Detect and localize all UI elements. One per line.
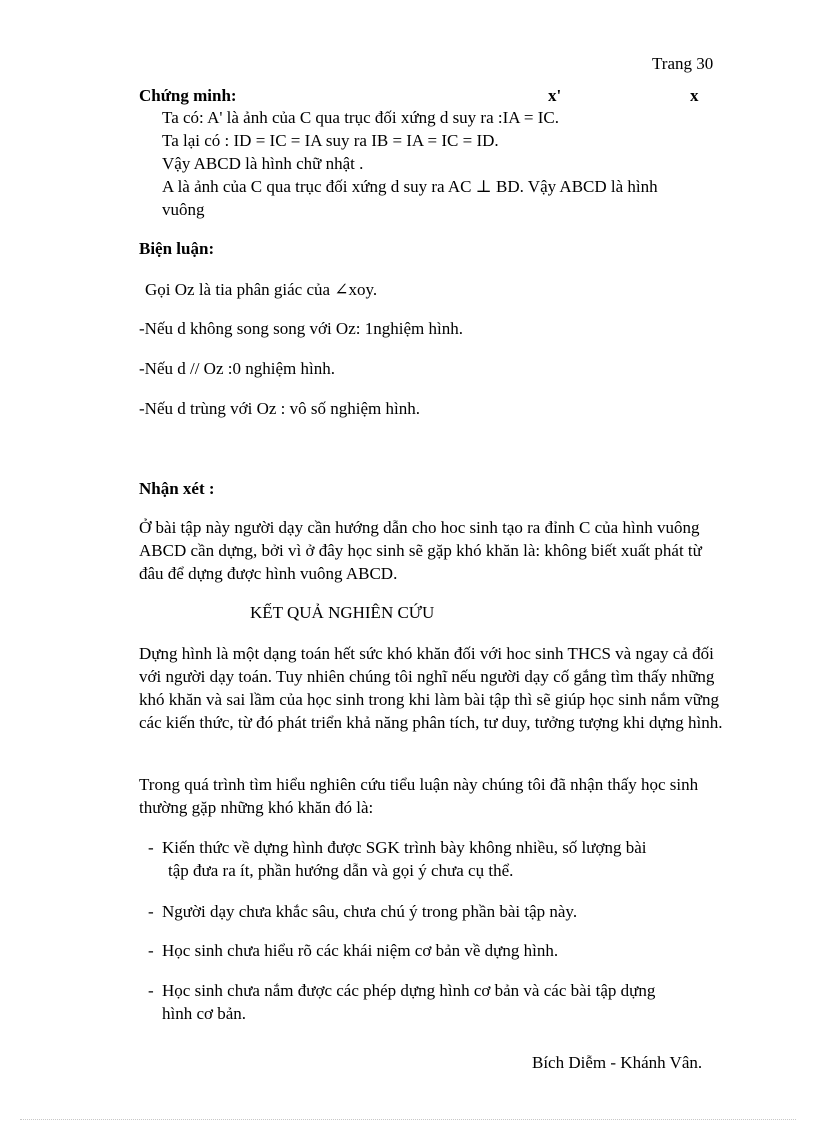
proof-line: A là ảnh của C qua trục đối xứng d suy ra AC ⊥ BD. Vậy ABCD là hình [162,177,658,196]
list-item-line: hình cơ bản. [162,1004,247,1023]
proof-heading: Chứng minh: [139,86,237,105]
remark-heading: Nhận xét : [139,479,215,498]
proof-line: vuông [162,200,205,219]
page-bottom-rule [20,1119,796,1120]
bullet-dash: - [148,838,154,857]
discussion-line: -Nếu d trùng với Oz : vô số nghiệm hình. [139,399,420,418]
results-paragraph-1: Dựng hình là một dạng toán hết sức khó khăn đối với hoc sinh THCS và ngay cả đối với người dạy toán. Tuy nhiên chúng tôi nghĩ nếu người dạy cố gắng tìm thấy những khó khăn và sai lầm của học sinh trong khi làm bài tập thì sẽ giúp học sinh nắm vững các kiến thức, từ đó phát triển khả năng phân tích, tư duy, tưởng tượng khi dựng hình. [139,644,723,732]
authors: Bích Diễm - Khánh Vân. [532,1053,703,1072]
discussion-heading: Biện luận: [139,239,215,258]
list-item-line: Học sinh chưa hiểu rõ các khái niệm cơ bản về dựng hình. [162,941,559,960]
bullet-dash: - [148,941,154,960]
list-item [148,900,718,923]
discussion-line: Gọi Oz là tia phân giác của ∠xoy. [145,280,378,299]
bullet-dash: - [148,902,154,921]
remark-text: Ở bài tập này người dạy cần hướng dẫn cho hoc sinh tạo ra đỉnh C của hình vuông ABCD cần dựng, bởi vì ở đây học sinh sẽ gặp khó khăn là: không biết xuất phát từ đâu để dựng được hình vuông ABCD. [139,518,702,583]
list-item [148,836,718,882]
list-item-line: Học sinh chưa nắm được các phép dựng hình cơ bản và các bài tập dựng [162,981,656,1000]
figure-label-xprime: x' [548,86,562,105]
page-number: Trang 30 [652,54,714,73]
proof-line: Vậy ABCD là hình chữ nhật . [162,154,364,173]
discussion-line: -Nếu d không song song với Oz: 1nghiệm hình. [139,319,463,338]
list-item-line: Người dạy chưa khắc sâu, chưa chú ý trong phần bài tập này. [162,902,578,921]
list-item-line: Kiến thức về dựng hình được SGK trình bày không nhiều, số lượng bài [162,838,647,857]
results-paragraph-2: Trong quá trình tìm hiểu nghiên cứu tiểu luận này chúng tôi đã nhận thấy học sinh thường gặp những khó khăn đó là: [139,775,699,817]
discussion-line: -Nếu d // Oz :0 nghiệm hình. [139,359,335,378]
proof-line: Ta lại có : ID = IC = IA suy ra IB = IA = IC = ID. [162,131,499,150]
list-item [148,939,718,962]
list-item-line: tập đưa ra ít, phần hướng dẫn và gọi ý chưa cụ thể. [168,861,514,880]
proof-line: Ta có: A' là ảnh của C qua trục đối xứng d suy ra :IA = IC. [162,108,559,127]
figure-label-x: x [690,86,699,105]
results-heading: KẾT QUẢ NGHIÊN CỨU [250,603,435,622]
list-item [148,979,718,1025]
bullet-dash: - [148,981,154,1000]
